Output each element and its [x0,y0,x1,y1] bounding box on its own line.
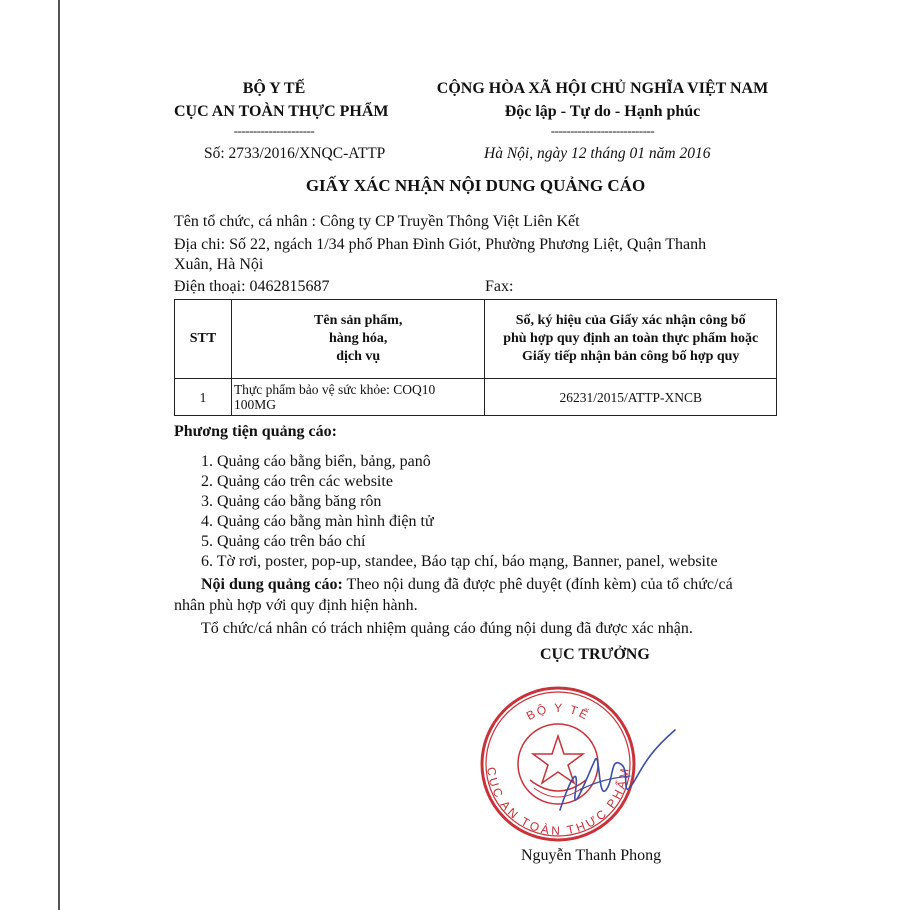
header-cert-line-1: Số, ký hiệu của Giấy xác nhận công bố [515,313,746,328]
address-line-2: Xuân, Hà Nội [174,256,264,273]
header-product-line-2: hàng hóa, [329,331,388,346]
header-certificate [485,300,777,379]
row-product [231,379,485,416]
signer-name: Nguyễn Thanh Phong [521,847,662,864]
page-left-edge [58,0,60,910]
row-stt: 1 [175,379,232,416]
document-title: GIẤY XÁC NHẬN NỘI DUNG QUẢNG CÁO [305,176,646,195]
content-text: Theo nội dung đã được phê duyệt (đính kèm) của tổ chức/cá [342,576,733,593]
responsibility-line: Tổ chức/cá nhân có trách nhiệm quảng cáo đúng nội dung đã được xác nhận. [201,620,693,637]
header-cert-line-2: phù hợp quy định an toàn thực phẩm hoặc [503,331,759,346]
row-product-line-2: 100MG [233,397,276,412]
national-motto: Độc lập - Tự do - Hạnh phúc [504,103,701,120]
list-item: 3. Quảng cáo bằng băng rôn [201,493,382,510]
signer-title: CỤC TRƯỞNG [540,646,650,663]
motto-divider: --------------------------- [550,123,655,138]
header-product [231,300,485,379]
fax-line: Fax: [485,278,514,295]
content-label: Nội dung quảng cáo: [201,576,343,593]
table-row [175,379,777,416]
country-name: CỘNG HÒA XÃ HỘI CHỦ NGHĨA VIỆT NAM [436,80,769,97]
header-cert-line-3: Giấy tiếp nhận bản công bố hợp quy [521,349,740,364]
list-item: 5. Quảng cáo trên báo chí [201,533,366,550]
header-stt-label: STT [189,331,217,346]
document-number: Số: 2733/2016/XNQC-ATTP [204,145,386,162]
table-header-row [175,300,777,379]
product-table [174,299,777,416]
header-product-line-3: dịch vụ [336,349,381,364]
agency-divider: --------------------- [233,123,315,138]
list-item: 4. Quảng cáo bằng màn hình điện tử [201,513,434,530]
address-line-1: Địa chi: Số 22, ngách 1/34 phố Phan Đình Giót, Phường Phương Liệt, Quận Thanh [174,236,707,253]
list-item: 6. Tờ rơi, poster, pop-up, standee, Báo tạp chí, báo mạng, Banner, panel, website [201,553,718,570]
phone-line: Điện thoại: 0462815687 [174,278,330,295]
seal-bottom-text: CỤC AN TOÀN THỰC PHẨM [484,766,632,838]
row-product-line-1: Thực phẩm bảo vệ sức khỏe: COQ10 [233,382,436,397]
signature-scribble [540,720,680,820]
seal-top-text: BỘ Y TẾ [524,700,592,724]
header-stt [175,300,232,379]
ministry-name: BỘ Y TẾ [242,80,306,97]
content-line-2: nhân phù hợp với quy định hiện hành. [174,597,418,614]
row-certificate: 26231/2015/ATTP-XNCB [485,379,777,416]
media-heading: Phương tiện quảng cáo: [174,423,337,440]
list-item: 2. Quảng cáo trên các website [201,473,393,490]
content-line-1 [201,576,733,594]
agency-name: CỤC AN TOÀN THỰC PHẨM [174,103,389,120]
header-product-line-1: Tên sản phẩm, [314,313,403,328]
organization-line: Tên tổ chức, cá nhân : Công ty CP Truyền Thông Việt Liên Kết [174,213,580,230]
list-item: 1. Quảng cáo bằng biển, bảng, panô [201,453,431,470]
place-date: Hà Nội, ngày 12 tháng 01 năm 2016 [484,145,711,162]
